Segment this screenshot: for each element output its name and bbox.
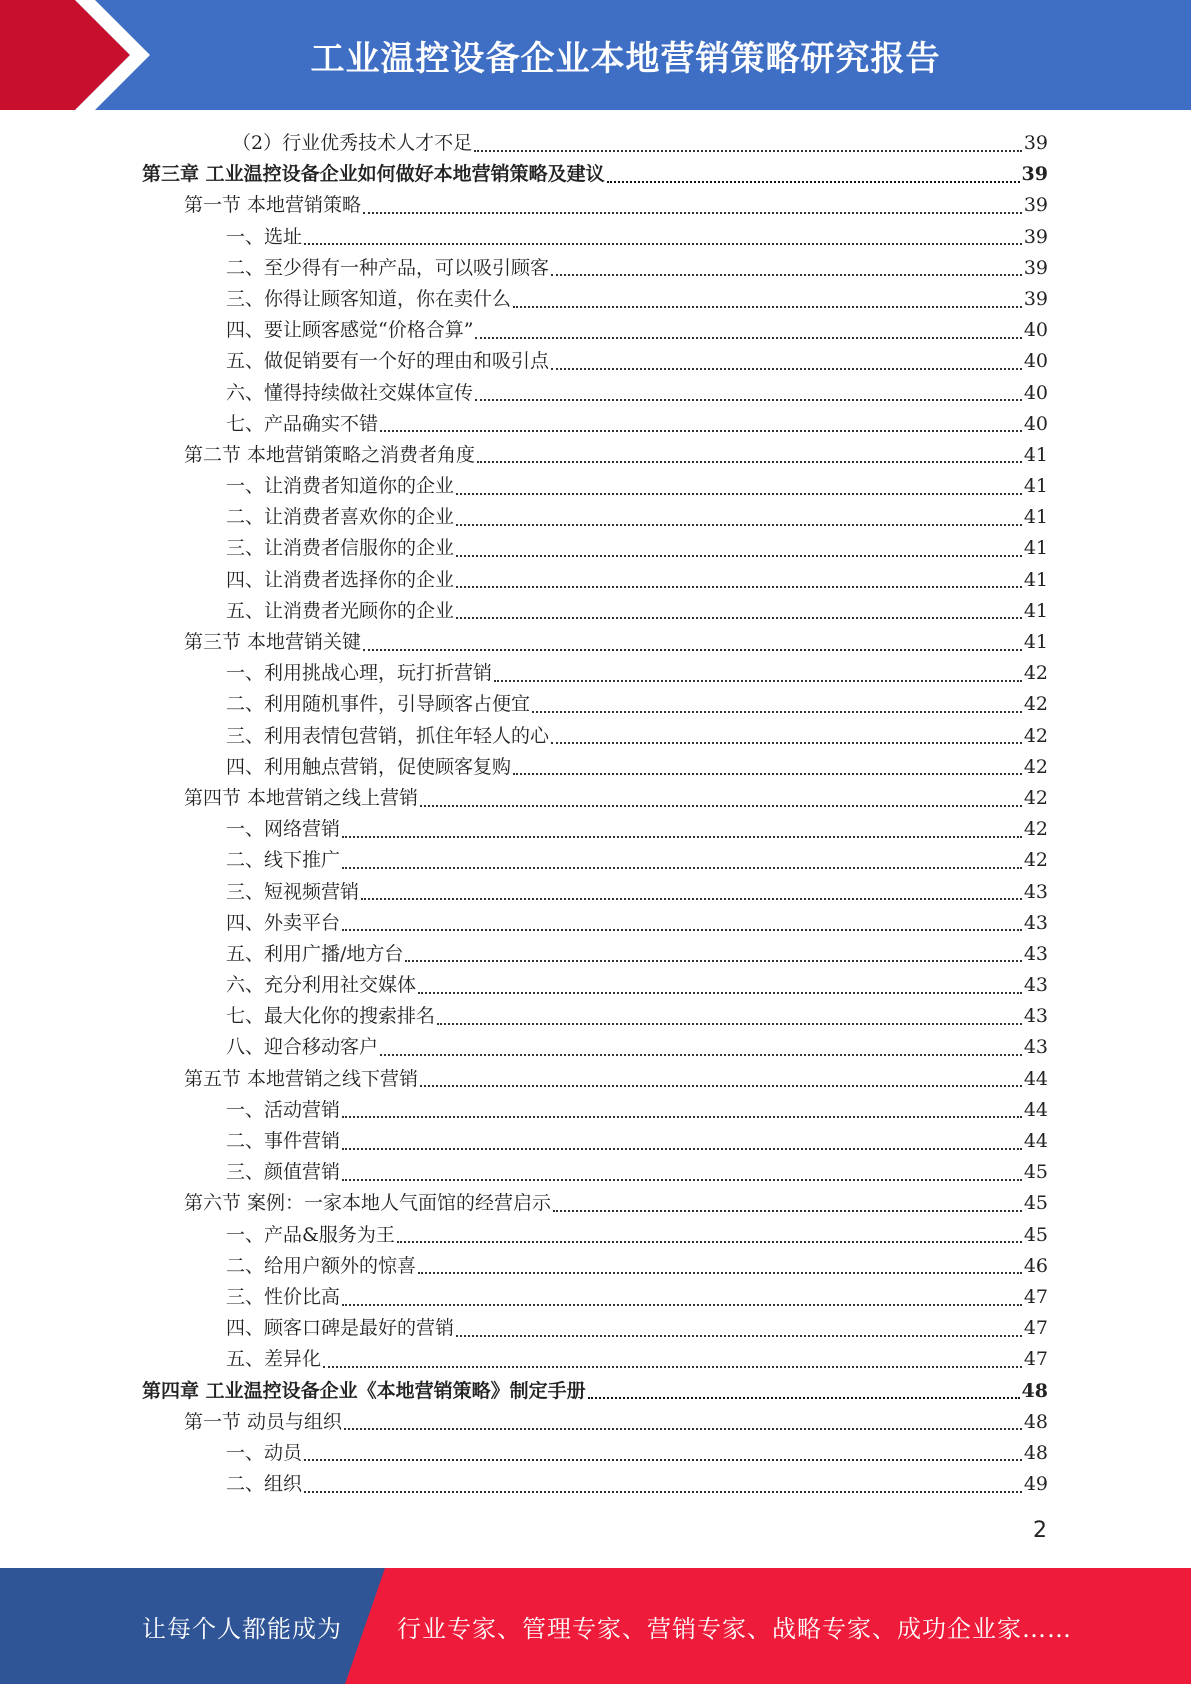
toc-entry-label: 第二节 本地营销策略之消费者角度 <box>184 443 476 466</box>
toc-dot-leader <box>342 1116 1022 1118</box>
toc-entry-page: 42 <box>1023 662 1048 685</box>
toc-chapter-entry[interactable] <box>142 159 1048 190</box>
toc-dot-leader <box>456 586 1022 588</box>
toc-dot-leader <box>456 1335 1022 1337</box>
toc-dot-leader <box>418 1272 1022 1274</box>
toc-entry-page: 42 <box>1023 724 1048 747</box>
toc-dot-leader <box>437 1023 1022 1025</box>
toc-dot-leader <box>342 836 1022 838</box>
toc-dot-leader <box>494 680 1022 682</box>
toc-item-entry[interactable] <box>142 814 1048 845</box>
toc-dot-leader <box>551 274 1022 276</box>
toc-dot-leader <box>342 1148 1022 1150</box>
toc-item-entry[interactable] <box>142 1095 1048 1126</box>
toc-dot-leader <box>380 430 1022 432</box>
toc-entry-label: 三、短视频营销 <box>226 880 360 903</box>
toc-dot-leader <box>304 243 1022 245</box>
toc-entry-page: 43 <box>1023 1036 1048 1059</box>
toc-dot-leader <box>342 867 1022 869</box>
toc-entry-page: 41 <box>1023 599 1048 622</box>
toc-item-entry[interactable] <box>142 128 1048 159</box>
toc-dot-leader <box>363 212 1022 214</box>
toc-item-entry[interactable] <box>142 658 1048 689</box>
toc-entry-page: 46 <box>1023 1254 1048 1277</box>
toc-dot-leader <box>532 711 1022 713</box>
toc-dot-leader <box>513 773 1022 775</box>
toc-entry-page: 43 <box>1023 1005 1048 1028</box>
toc-dot-leader <box>475 337 1021 339</box>
toc-entry-page: 44 <box>1023 1130 1048 1152</box>
toc-entry-page: 39 <box>1023 194 1048 217</box>
toc-item-entry[interactable] <box>142 284 1048 315</box>
toc-entry-page: 45 <box>1023 1192 1048 1215</box>
toc-entry-page: 47 <box>1023 1285 1048 1308</box>
toc-item-entry[interactable] <box>142 1032 1048 1063</box>
toc-item-entry[interactable] <box>142 877 1048 908</box>
toc-item-entry[interactable] <box>142 346 1048 377</box>
toc-entry-label: 四、利用触点营销，促使顾客复购 <box>226 755 512 778</box>
toc-entry-label: 三、你得让顾客知道，你在卖什么 <box>226 287 512 310</box>
toc-item-entry[interactable] <box>142 721 1048 752</box>
toc-item-entry[interactable] <box>142 752 1048 783</box>
toc-entry-label: 第三章 工业温控设备企业如何做好本地营销策略及建议 <box>142 163 605 186</box>
toc-entry-page: 47 <box>1023 1348 1048 1371</box>
toc-section-entry[interactable] <box>142 1407 1048 1438</box>
toc-item-entry[interactable] <box>142 1469 1048 1500</box>
toc-entry-page: 41 <box>1023 475 1048 498</box>
toc-dot-leader <box>342 1179 1022 1181</box>
toc-entry-page: 39 <box>1023 132 1048 154</box>
toc-dot-leader <box>456 524 1022 526</box>
footer-slogan-left: 让每个人都能成为 <box>142 1614 342 1643</box>
toc-entry-page: 42 <box>1023 693 1048 716</box>
toc-item-entry[interactable] <box>142 1126 1048 1157</box>
toc-item-entry[interactable] <box>142 1220 1048 1251</box>
toc-entry-label: （2）行业优秀技术人才不足 <box>232 132 473 154</box>
header-title: 工业温控设备企业本地营销策略研究报告 <box>310 38 941 79</box>
toc-item-entry[interactable] <box>142 1313 1048 1344</box>
toc-section-entry[interactable] <box>142 190 1048 221</box>
toc-entry-label: 二、事件营销 <box>226 1130 341 1152</box>
toc-entry-label: 一、让消费者知道你的企业 <box>226 475 455 498</box>
toc-item-entry[interactable] <box>142 939 1048 970</box>
toc-dot-leader <box>477 461 1022 463</box>
toc-entry-label: 六、充分利用社交媒体 <box>226 974 417 997</box>
toc-entry-page: 42 <box>1023 786 1048 809</box>
toc-entry-label: 第六节 案例：一家本地人气面馆的经营启示 <box>184 1192 552 1215</box>
toc-entry-label: 一、产品&服务为王 <box>226 1223 395 1246</box>
toc-entry-label: 二、给用户额外的惊喜 <box>226 1254 417 1277</box>
footer-slogan-right: 行业专家、管理专家、营销专家、战略专家、成功企业家…… <box>397 1614 1072 1643</box>
toc-entry-label: 八、迎合移动客户 <box>226 1036 379 1059</box>
toc-entry-label: 二、至少得有一种产品，可以吸引顾客 <box>226 256 550 279</box>
toc-dot-leader <box>405 960 1021 962</box>
toc-entry-label: 六、懂得持续做社交媒体宣传 <box>226 381 474 404</box>
toc-entry-label: 二、让消费者喜欢你的企业 <box>226 506 455 529</box>
toc-dot-leader <box>361 898 1022 900</box>
toc-entry-label: 四、让消费者选择你的企业 <box>226 568 455 591</box>
toc-entry-page: 43 <box>1023 974 1048 997</box>
toc-dot-leader <box>304 1459 1022 1461</box>
toc-item-entry[interactable] <box>142 253 1048 284</box>
toc-item-entry[interactable] <box>142 409 1048 440</box>
toc-dot-leader <box>363 649 1022 651</box>
toc-entry-page: 48 <box>1023 1441 1048 1464</box>
toc-entry-label: 第五节 本地营销之线下营销 <box>184 1067 419 1090</box>
toc-entry-label: 四、要让顾客感觉“价格合算” <box>226 319 474 342</box>
toc-dot-leader <box>456 617 1022 619</box>
toc-entry-page: 41 <box>1023 537 1048 560</box>
toc-dot-leader <box>420 1085 1022 1087</box>
toc-item-entry[interactable] <box>142 378 1048 409</box>
toc-entry-page: 39 <box>1021 163 1048 186</box>
toc-item-entry[interactable] <box>142 471 1048 502</box>
toc-entry-label: 四、外卖平台 <box>226 911 341 934</box>
toc-entry-page: 49 <box>1023 1473 1048 1496</box>
toc-entry-label: 五、利用广播/地方台 <box>226 942 404 965</box>
toc-entry-page: 43 <box>1023 942 1048 965</box>
toc-dot-leader <box>420 805 1022 807</box>
toc-entry-label: 二、利用随机事件，引导顾客占便宜 <box>226 693 531 716</box>
toc-item-entry[interactable] <box>142 565 1048 596</box>
toc-section-entry[interactable] <box>142 783 1048 814</box>
toc-item-entry[interactable] <box>142 596 1048 627</box>
toc-item-entry[interactable] <box>142 970 1048 1001</box>
toc-entry-label: 第四节 本地营销之线上营销 <box>184 786 419 809</box>
toc-entry-label: 三、让消费者信服你的企业 <box>226 537 455 560</box>
toc-dot-leader <box>397 1241 1022 1243</box>
toc-dot-leader <box>475 399 1022 401</box>
toc-dot-leader <box>380 1054 1022 1056</box>
toc-item-entry[interactable] <box>142 533 1048 564</box>
toc-entry-page: 43 <box>1023 911 1048 934</box>
toc-item-entry[interactable] <box>142 1344 1048 1375</box>
toc-entry-page: 42 <box>1023 818 1048 841</box>
toc-entry-page: 40 <box>1023 412 1048 435</box>
toc-entry-page: 39 <box>1023 225 1048 248</box>
page-number: 2 <box>1033 1518 1047 1543</box>
toc-entry-page: 48 <box>1023 1410 1048 1433</box>
table-of-contents <box>142 128 1048 1500</box>
toc-dot-leader <box>342 1304 1022 1306</box>
toc-entry-page: 48 <box>1021 1379 1048 1402</box>
toc-entry-page: 40 <box>1023 319 1048 342</box>
toc-entry-label: 四、顾客口碑是最好的营销 <box>226 1317 455 1340</box>
toc-entry-label: 第一节 本地营销策略 <box>184 194 362 217</box>
toc-item-entry[interactable] <box>142 1251 1048 1282</box>
toc-chapter-entry[interactable] <box>142 1376 1048 1407</box>
toc-item-entry[interactable] <box>142 502 1048 533</box>
toc-item-entry[interactable] <box>142 1157 1048 1188</box>
toc-section-entry[interactable] <box>142 627 1048 658</box>
toc-item-entry[interactable] <box>142 1438 1048 1469</box>
page-header <box>0 0 1191 110</box>
toc-entry-label: 第一节 动员与组织 <box>184 1410 343 1433</box>
toc-entry-label: 五、让消费者光顾你的企业 <box>226 599 455 622</box>
toc-entry-label: 五、差异化 <box>226 1348 322 1371</box>
toc-entry-label: 一、活动营销 <box>226 1098 341 1121</box>
toc-entry-page: 39 <box>1023 287 1048 310</box>
toc-entry-page: 41 <box>1023 506 1048 529</box>
page-footer <box>0 1568 1191 1684</box>
toc-item-entry[interactable] <box>142 908 1048 939</box>
toc-entry-label: 一、利用挑战心理，玩打折营销 <box>226 662 493 685</box>
toc-dot-leader <box>456 493 1022 495</box>
toc-entry-page: 41 <box>1023 568 1048 591</box>
toc-entry-label: 第三节 本地营销关键 <box>184 631 362 653</box>
toc-dot-leader <box>607 181 1020 183</box>
toc-dot-leader <box>418 992 1022 994</box>
toc-item-entry[interactable] <box>142 1282 1048 1313</box>
toc-entry-page: 45 <box>1023 1223 1048 1246</box>
toc-dot-leader <box>551 368 1022 370</box>
toc-dot-leader <box>323 1366 1022 1368</box>
toc-dot-leader <box>553 1210 1022 1212</box>
toc-entry-page: 44 <box>1023 1098 1048 1121</box>
toc-entry-page: 44 <box>1023 1067 1048 1090</box>
toc-entry-label: 七、产品确实不错 <box>226 412 379 435</box>
toc-entry-page: 47 <box>1023 1317 1048 1340</box>
toc-entry-page: 42 <box>1023 755 1048 778</box>
toc-entry-page: 39 <box>1023 256 1048 279</box>
toc-item-entry[interactable] <box>142 845 1048 876</box>
toc-dot-leader <box>588 1397 1020 1399</box>
toc-item-entry[interactable] <box>142 689 1048 720</box>
toc-item-entry[interactable] <box>142 222 1048 253</box>
toc-entry-label: 第四章 工业温控设备企业《本地营销策略》制定手册 <box>142 1379 586 1402</box>
toc-entry-label: 七、最大化你的搜索排名 <box>226 1005 436 1028</box>
toc-dot-leader <box>474 150 1022 152</box>
toc-dot-leader <box>513 306 1022 308</box>
toc-section-entry[interactable] <box>142 440 1048 471</box>
toc-entry-label: 五、做促销要有一个好的理由和吸引点 <box>226 350 550 373</box>
toc-dot-leader <box>551 742 1022 744</box>
toc-entry-page: 40 <box>1023 350 1048 373</box>
header-arrow-decoration <box>0 0 150 110</box>
toc-entry-label: 二、线下推广 <box>226 849 341 872</box>
toc-entry-label: 三、利用表情包营销，抓住年轻人的心 <box>226 724 550 747</box>
toc-section-entry[interactable] <box>142 1064 1048 1095</box>
toc-entry-page: 41 <box>1023 443 1048 466</box>
toc-entry-label: 一、网络营销 <box>226 818 341 841</box>
toc-entry-page: 40 <box>1023 381 1048 404</box>
toc-entry-label: 一、动员 <box>226 1441 303 1464</box>
toc-item-entry[interactable] <box>142 1001 1048 1032</box>
toc-entry-page: 42 <box>1023 849 1048 872</box>
toc-entry-label: 三、性价比高 <box>226 1285 341 1308</box>
toc-item-entry[interactable] <box>142 315 1048 346</box>
toc-dot-leader <box>304 1491 1022 1493</box>
toc-dot-leader <box>344 1428 1022 1430</box>
toc-entry-page: 45 <box>1023 1161 1048 1184</box>
toc-section-entry[interactable] <box>142 1188 1048 1219</box>
toc-dot-leader <box>342 929 1022 931</box>
toc-entry-page: 41 <box>1023 631 1048 653</box>
toc-dot-leader <box>456 555 1022 557</box>
toc-entry-label: 二、组织 <box>226 1473 303 1496</box>
toc-entry-page: 43 <box>1023 880 1048 903</box>
toc-entry-label: 一、选址 <box>226 225 303 248</box>
toc-entry-label: 三、颜值营销 <box>226 1161 341 1184</box>
